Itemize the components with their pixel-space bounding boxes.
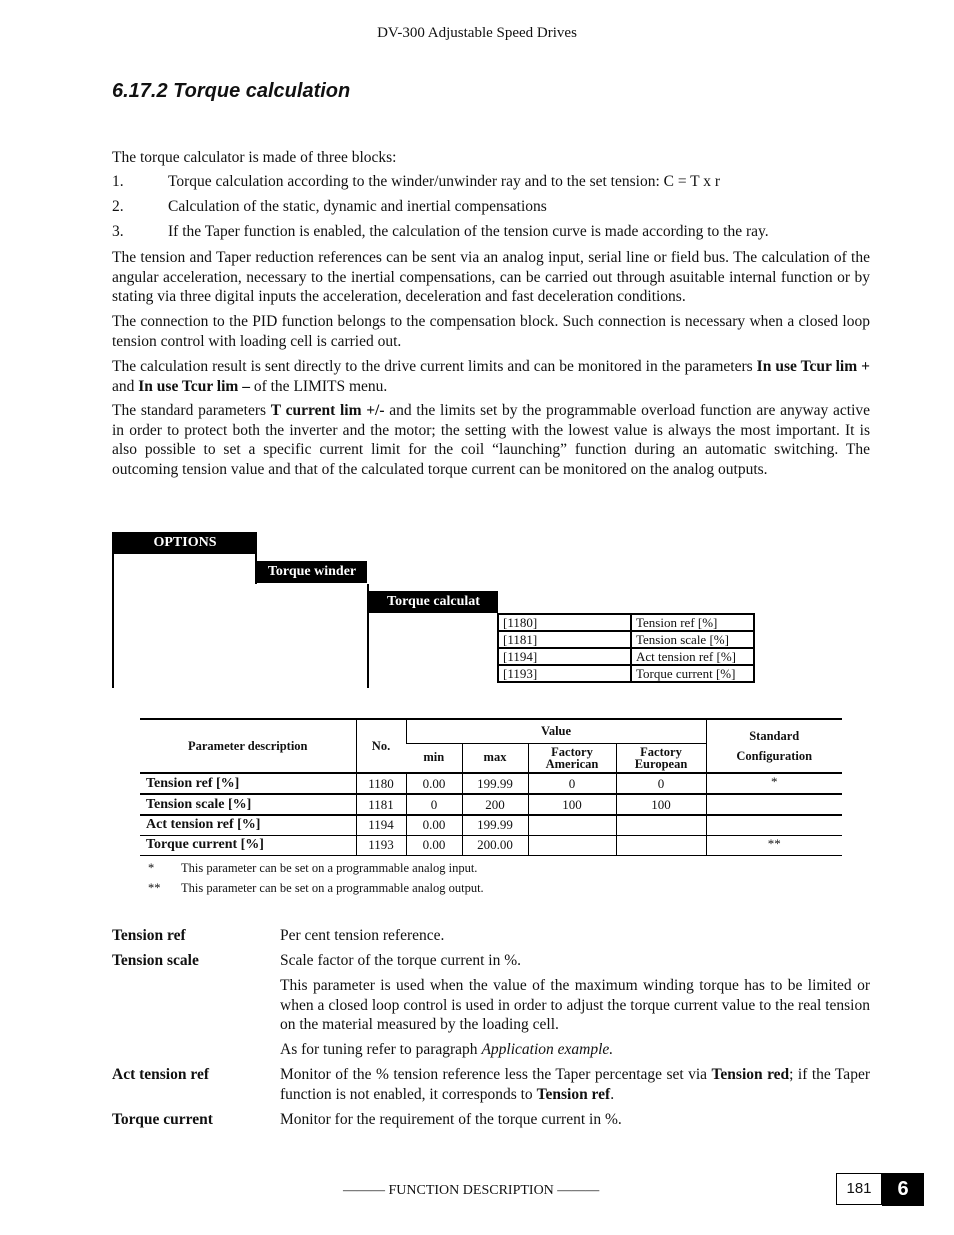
col-header-max: max: [462, 743, 528, 773]
table-row: Tension ref [%] 1180 0.00 199.99 0 0 *: [140, 773, 842, 794]
list-text: If the Taper function is enabled, the calculation of the tension curve is made according to the ray.: [168, 223, 769, 240]
col-header-standard: Standard Configuration: [706, 719, 842, 773]
paragraph: The connection to the PID function belongs to the compensation block. Such connection is necessary when a closed loop tension control with loading cell is carried out.: [112, 313, 870, 350]
col-header-value: Value: [406, 719, 706, 743]
intro-text: The torque calculator is made of three blocks:: [112, 149, 397, 166]
menu-torque-winder: Torque winder: [257, 561, 367, 583]
list-text: Calculation of the static, dynamic and inertial compensations: [168, 198, 547, 215]
parameter-table: [140, 718, 842, 856]
param-row: [1193] Torque current [%]: [498, 665, 754, 682]
param-row: [1181] Tension scale [%]: [498, 631, 754, 648]
footer-text: ——— FUNCTION DESCRIPTION ———: [343, 1183, 600, 1198]
col-header-desc: Parameter description: [187, 738, 308, 753]
section-title: 6.17.2 Torque calculation: [112, 80, 351, 102]
tree-line: [255, 554, 257, 584]
menu-options: OPTIONS: [113, 532, 257, 554]
list-number: 3.: [112, 223, 124, 240]
paragraph: The tension and Taper reduction references can be sent via an analog input, serial line or field bus. The calculation of the angular acceleration, necessary to the inertial compensations, can be carried out through asuitable internal function or by stating via three digital inputs the acceleration, deceleration and fast deceleration conditions.: [112, 249, 870, 305]
list-number: 2.: [112, 198, 124, 215]
param-row: [1194] Act tension ref [%]: [498, 648, 754, 665]
paragraph: The calculation result is sent directly to the drive current limits and can be monitored in the parameters In use Tcur lim + and In use Tcur lim – of the LIMITS menu.: [112, 358, 870, 395]
paragraph: The standard parameters T current lim +/- and the limits set by the programmable overload function are anyway active in order to protect both the inverter and the motor; the setting with the lowest value is always the most important. It is also possible to set a specific current limit for the coil “launching” function during an automatic switching. The outcoming tension value and that of the calculated torque current can be monitored on the analog outputs.: [112, 402, 871, 478]
table-row: Torque current [%] 1193 0.00 200.00 **: [140, 835, 842, 855]
col-header-min: min: [423, 750, 445, 765]
col-header-no: No.: [356, 719, 406, 773]
menu-torque-calculat: Torque calculat: [369, 591, 498, 613]
table-row: Tension scale [%] 1181 0 200 100 100: [140, 794, 842, 815]
running-header: DV-300 Adjustable Speed Drives: [377, 25, 577, 41]
col-header-factory-european: Factory European: [616, 743, 706, 773]
table-row: Act tension ref [%] 1194 0.00 199.99: [140, 815, 842, 835]
chapter-tab: 6: [882, 1173, 924, 1206]
menu-param-list: [497, 613, 755, 683]
tree-line: [367, 584, 369, 688]
param-row: [1180] Tension ref [%]: [498, 614, 754, 631]
page-number: 181: [836, 1173, 882, 1205]
tree-line: [112, 532, 114, 688]
list-text: Torque calculation according to the winder/unwinder ray and to the set tension: C = T x r: [168, 173, 721, 190]
col-header-factory-american: Factory American: [528, 743, 616, 773]
list-number: 1.: [112, 173, 124, 190]
